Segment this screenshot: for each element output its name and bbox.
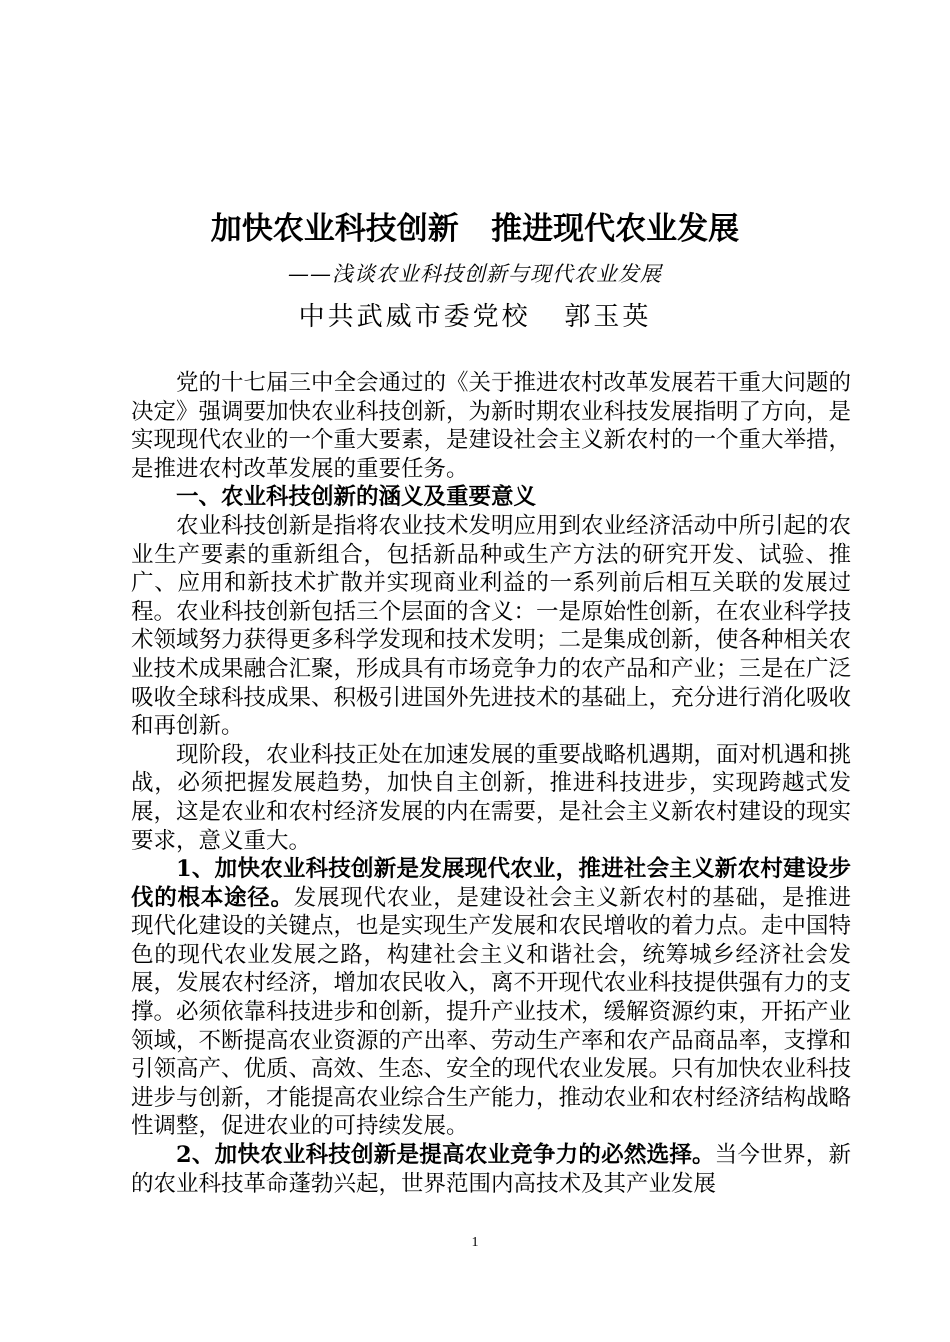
document-subtitle: ——浅谈农业科技创新与现代农业发展 (288, 262, 662, 286)
document-author: 中共武威市委党校 郭玉英 (298, 302, 652, 332)
body-paragraph: 党的十七届三中全会通过的《关于推进农村改革发展若干重大问题的决定》强调要加快农业科技创新，为新时期农业科技发展指明了方向，是实现现代农业的一个重大要素，是建设社会主义新农村的一个重大举措，是推进农村改革发展的重要任务。 (131, 370, 852, 482)
paragraph-lead: 1、加快农业科技创新是发展现代农业，推进社会主义新农村建设步伐的根本途径。 (131, 856, 851, 911)
body-paragraph: 现阶段，农业科技正处在加速发展的重要战略机遇期，面对机遇和挑战，必须把握发展趋势，加快自主创新，推进科技进步，实现跨越式发展，这是农业和农村经济发展的内在需要，是社会主义新农村建设的现实要求，意义重大。 (131, 741, 852, 854)
body-paragraph (131, 855, 851, 1141)
body-paragraph (131, 1141, 851, 1198)
body-paragraph: 农业科技创新是指将农业技术发明应用到农业经济活动中所引起的农业生产要素的重新组合，包括新品种或生产方法的研究开发、试验、推广、应用和新技术扩散并实现商业利益的一系列前后相互关联的发展过程。农业科技创新包括三个层面的含义：一是原始性创新，在农业科学技术领域努力获得更多科学发现和技术发明；二是集成创新，使各种相关农业技术成果融合汇聚，形成具有市场竞争力的农产品和产业；三是在广泛吸收全球科技成果、积极引进国外先进技术的基础上，充分进行消化吸收和再创新。 (131, 512, 852, 740)
paragraph-text: 发展现代农业，是建设社会主义新农村的基础，是推进现代化建设的关键点，也是实现生产发展和农民增收的着力点。走中国特色的现代农业发展之路，构建社会主义和谐社会，统筹城乡经济社会发展，发展农村经济，增加农民收入，离不开现代农业科技提供强有力的支撑。必须依靠科技进步和创新，提升产业技术，缓解资源约束，开拓产业领域，不断提高农业资源的产出率、劳动生产率和农产品商品率，支撑和引领高产、优质、高效、生态、安全的现代农业发展。只有加快农业科技进步与创新，才能提高农业综合生产能力，推动农业和农村经济结构战略性调整，促进农业的可持续发展。 (131, 884, 852, 1140)
section-heading: 一、农业科技创新的涵义及重要意义 (176, 484, 537, 511)
paragraph-lead: 2、加快农业科技创新是提高农业竞争力的必然选择。 (176, 1142, 715, 1169)
document-body (131, 369, 851, 1198)
paragraph-text: 当今世界，新的农业科技革命蓬勃兴起，世界范围内高技术及其产业发展 (131, 1142, 851, 1197)
document-title: 加快农业科技创新 推进现代农业发展 (210, 211, 740, 247)
page-number: 1 (471, 1235, 479, 1250)
